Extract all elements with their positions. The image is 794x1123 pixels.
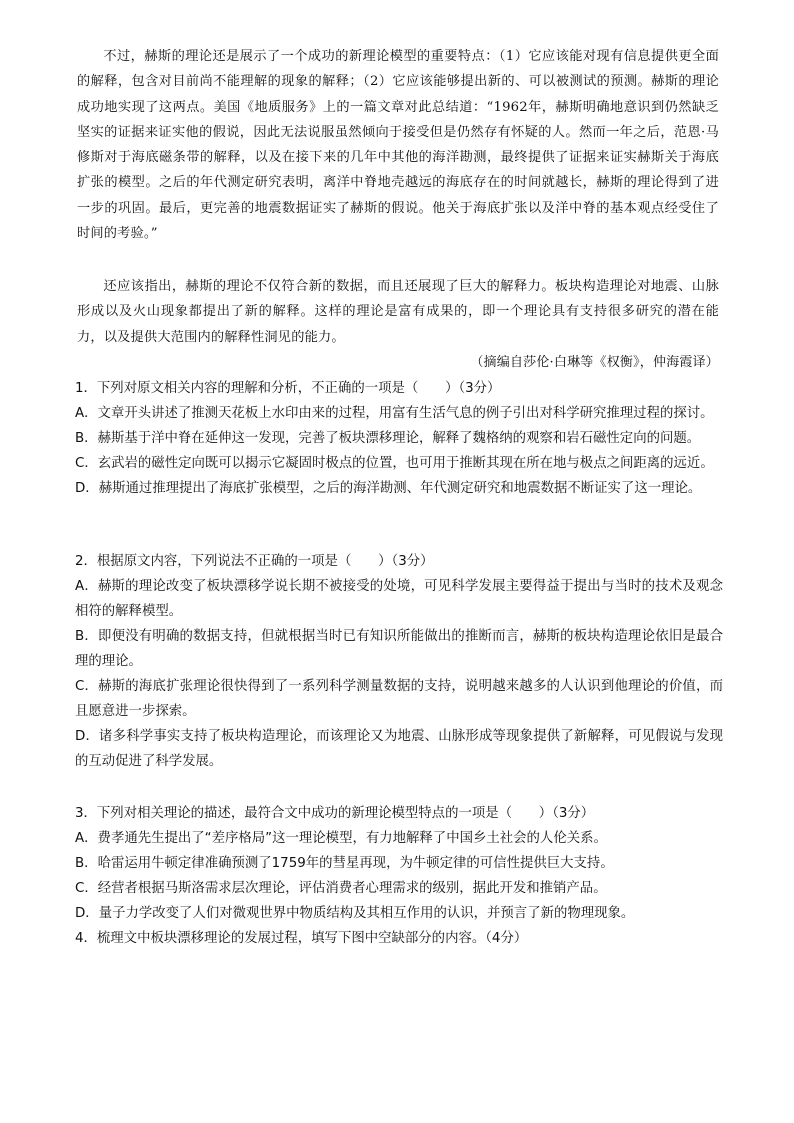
question-3-option-c: C．经营者根据马斯洛需求层次理论，评估消费者心理需求的级别，据此开发和推销产品。 <box>75 881 607 896</box>
question-2-stem: 2．根据原文内容，下列说法不正确的一项是（ ）（3分） <box>75 554 434 569</box>
question-1-option-a: A．文章开头讲述了推测天花板上水印由来的过程，用富有生活气息的例子引出对科学研究推理过程的探讨。 <box>75 406 714 421</box>
passage-source: （摘编自莎伦·白琳等《权衡》，仲海霞译） <box>470 355 719 370</box>
question-3 <box>75 801 723 951</box>
question-3-option-a: A．费孝通先生提出了“差序格局”这一理论模型，有力地解释了中国乡土社会的人伦关系。 <box>75 831 607 846</box>
passage-paragraph-2: 还应该指出，赫斯的理论不仅符合新的数据，而且还展现了巨大的解释力。板块构造理论对地震、山脉形成以及火山现象都提出了新的解释。这样的理论是富有成果的，即一个理论具有支持很多研究的潜在能力，以及提供大范围内的解释性洞见的能力。 <box>77 279 719 345</box>
question-1-option-b: B．赫斯基于洋中脊在延伸这一发现，完善了板块漂移理论，解释了魏格纳的观察和岩石磁性定向的问题。 <box>75 431 701 446</box>
question-2-option-d: D．诸多科学事实支持了板块构造理论，而该理论又为地震、山脉形成等现象提供了新解释，可见假说与发现的互动促进了科学发展。 <box>75 729 723 769</box>
question-1-stem: 1．下列对原文相关内容的理解和分析，不正确的一项是（ ）（3分） <box>75 381 501 396</box>
question-2-option-b: B．即便没有明确的数据支持，但就根据当时已有知识所能做出的推断而言，赫斯的板块构造理论依旧是最合理的理论。 <box>75 629 723 669</box>
question-2 <box>75 549 723 774</box>
question-1-option-c: C．玄武岩的磁性定向既可以揭示它凝固时极点的位置，也可用于推断其现在所在地与极点之间距离的远近。 <box>75 456 714 471</box>
question-1-option-d: D．赫斯通过推理提出了海底扩张模型，之后的海洋勘测、年代测定研究和地震数据不断证实了这一理论。 <box>75 481 702 496</box>
question-3-option-b: B．哈雷运用牛顿定律准确预测了1759年的彗星再现，为牛顿定律的可信性提供巨大支持。 <box>75 856 614 871</box>
question-1 <box>75 376 723 501</box>
question-3-option-d: D．量子力学改变了人们对微观世界中物质结构及其相互作用的认识，并预言了新的物理现象。 <box>75 906 635 921</box>
passage-paragraph-1: 不过，赫斯的理论还是展示了一个成功的新理论模型的重要特点：（1）它应该能对现有信息提供更全面的解释，包含对目前尚不能理解的现象的解释；（2）它应该能够提出新的、可以被测试的预测。赫斯的理论成功地实现了这两点。美国《地质服务》上的一篇文章对此总结道：“1962年，赫斯明确地意识到仍然缺乏坚实的证据来证实他的假说，因此无法说服虽然倾向于接受但是仍然存有怀疑的人。然而一年之后，范恩·马修斯对于海底磁条带的解释，以及在接下来的几年中其他的海洋勘测，最终提供了证据来证实赫斯关于海底扩张的模型。之后的年代测定研究表明，离洋中脊地壳越远的海底存在的时间就越长，赫斯的理论得到了进一步的巩固。最后，更完善的地震数据证实了赫斯的假说。他关于海底扩张以及洋中脊的基本观点经受住了时间的考验。” <box>77 49 719 242</box>
question-2-option-a: A．赫斯的理论改变了板块漂移学说长期不被接受的处境，可见科学发展主要得益于提出与当时的技术及观念相符的解释模型。 <box>75 579 723 619</box>
question-3-stem: 3．下列对相关理论的描述，最符合文中成功的新理论模型特点的一项是（ ）（3分） <box>75 806 595 821</box>
question-4-stem: 4．梳理文中板块漂移理论的发展过程，填写下图中空缺部分的内容。（4分） <box>75 931 528 946</box>
question-2-option-c: C．赫斯的海底扩张理论很快得到了一系列科学测量数据的支持，说明越来越多的人认识到他理论的价值，而且愿意进一步探索。 <box>75 679 723 719</box>
